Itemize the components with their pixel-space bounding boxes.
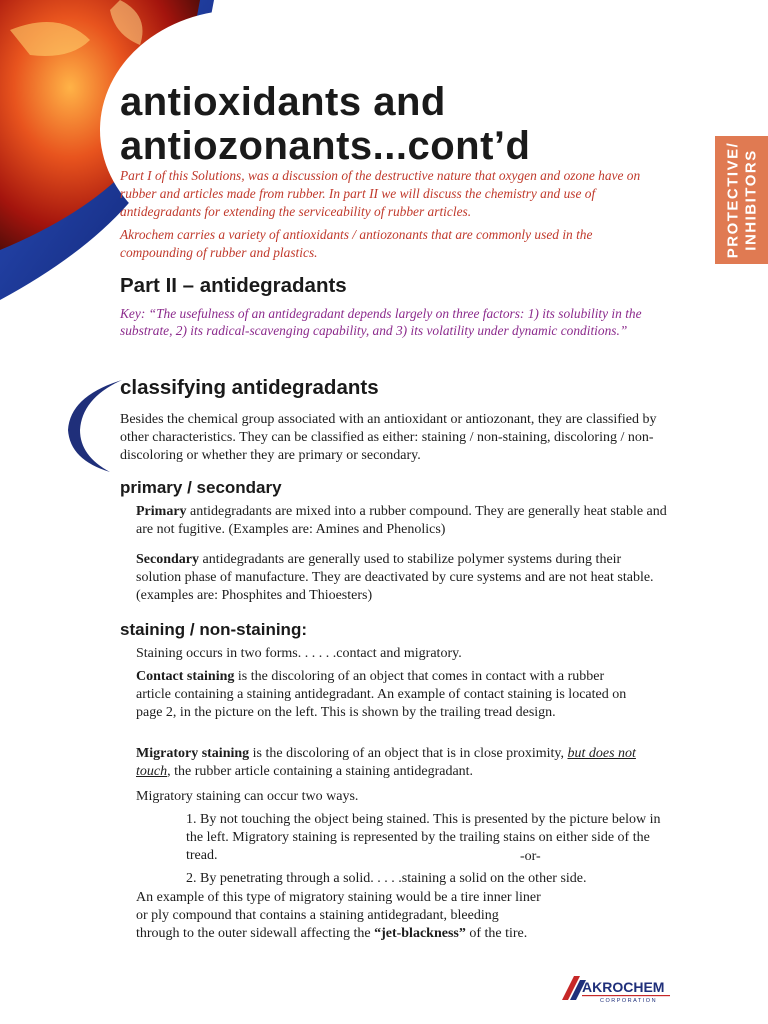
title-line1: antioxidants and xyxy=(120,80,446,124)
primary-text: antidegradants are mixed into a rubber compound. They are generally heat stable and are not fugitive. (Examples are: Amines and Phenolics) xyxy=(136,504,667,537)
contact-staining-text: is the discoloring of an object that comes in contact with a rubber article containing a staining antidegradant. An example of contact staining is located on page 2, in the picture on the left. This is shown by the trailing tread design. xyxy=(136,669,627,720)
classifying-heading: classifying antidegradants xyxy=(120,376,379,399)
example-line-1: An example of this type of migratory staining would be a tire inner liner xyxy=(136,890,541,905)
staining-heading: staining / non-staining: xyxy=(120,620,307,639)
logo-sub: CORPORATION xyxy=(600,998,658,1004)
secondary-text: antidegradants are generally used to stabilize polymer systems during their solution phase of manufacture. They are deactivated by cure systems and are not heat stable. (examples are: Phosphites and Thioesters) xyxy=(136,552,654,603)
akrochem-logo xyxy=(560,972,672,1004)
intro-paragraph-2: Akrochem carries a variety of antioxidants / antiozonants that are commonly used in the compounding of rubber and plastics. xyxy=(120,227,593,260)
contact-staining-term: Contact staining xyxy=(136,669,235,684)
example-line-3-b: of the tire. xyxy=(465,926,528,941)
example-line-2: or ply compound that contains a staining antidegradant, bleeding xyxy=(136,908,499,923)
migratory-text-2: , the rubber article containing a staining antidegradant. xyxy=(167,764,474,779)
migratory-staining-paragraph xyxy=(136,745,651,781)
primary-secondary-heading: primary / secondary xyxy=(120,478,282,497)
migratory-staining-term: Migratory staining xyxy=(136,746,250,761)
primary-term: Primary xyxy=(136,504,187,519)
part2-heading: Part II – antidegradants xyxy=(120,274,347,297)
migratory-underline: but does not touch xyxy=(136,746,636,779)
migratory-text-1: is the discoloring of an object that is in close proximity, xyxy=(249,746,568,761)
logo-name: AKROCHEM xyxy=(582,979,665,995)
page-title xyxy=(120,80,530,168)
contact-staining-paragraph xyxy=(136,668,641,722)
section-side-tab xyxy=(715,136,768,264)
side-tab-line2: INHIBITORS xyxy=(741,149,759,251)
staining-intro: Staining occurs in two forms. . . . . .contact and migratory. xyxy=(136,646,462,661)
intro-paragraph-1: Part I of this Solutions, was a discussion of the destructive nature that oxygen and ozone have on rubber and articles made from rubber. In part II we will discuss the chemistry and use of antidegradants for extending the serviceability of rubber articles. xyxy=(120,168,641,219)
secondary-paragraph xyxy=(136,551,656,605)
migratory-item-2: 2. By penetrating through a solid. . . . .staining a solid on the other side. xyxy=(186,871,587,886)
title-line2: antiozonants...cont’d xyxy=(120,124,531,168)
jet-blackness-term: “jet-blackness” xyxy=(374,926,466,941)
classifying-text: Besides the chemical group associated with an antioxidant or antiozonant, they are classified by other characteristics. They can be classified as either: staining / non-staining, discoloring / non-discoloring or whether they are primary or secondary. xyxy=(120,412,657,463)
secondary-term: Secondary xyxy=(136,552,199,567)
migratory-item-1: 1. By not touching the object being stained. This is presented by the picture below in the left. Migratory staining is represented by the trailing stains on either side of the tread. xyxy=(186,812,661,863)
example-line-3 xyxy=(136,925,527,943)
migratory-two-ways: Migratory staining can occur two ways. xyxy=(136,789,359,804)
key-quote: Key: “The usefulness of an antidegradant depends largely on three factors: 1) its solubility in the substrate, 2) its radical-scavenging capability, and 3) its volatility under dynamic conditions.” xyxy=(120,306,642,338)
primary-paragraph xyxy=(136,503,668,539)
side-tab-line1: PROTECTIVE/ xyxy=(723,141,741,259)
or-separator: -or- xyxy=(520,849,541,864)
example-line-3-a: through to the outer sidewall affecting the xyxy=(136,926,375,941)
